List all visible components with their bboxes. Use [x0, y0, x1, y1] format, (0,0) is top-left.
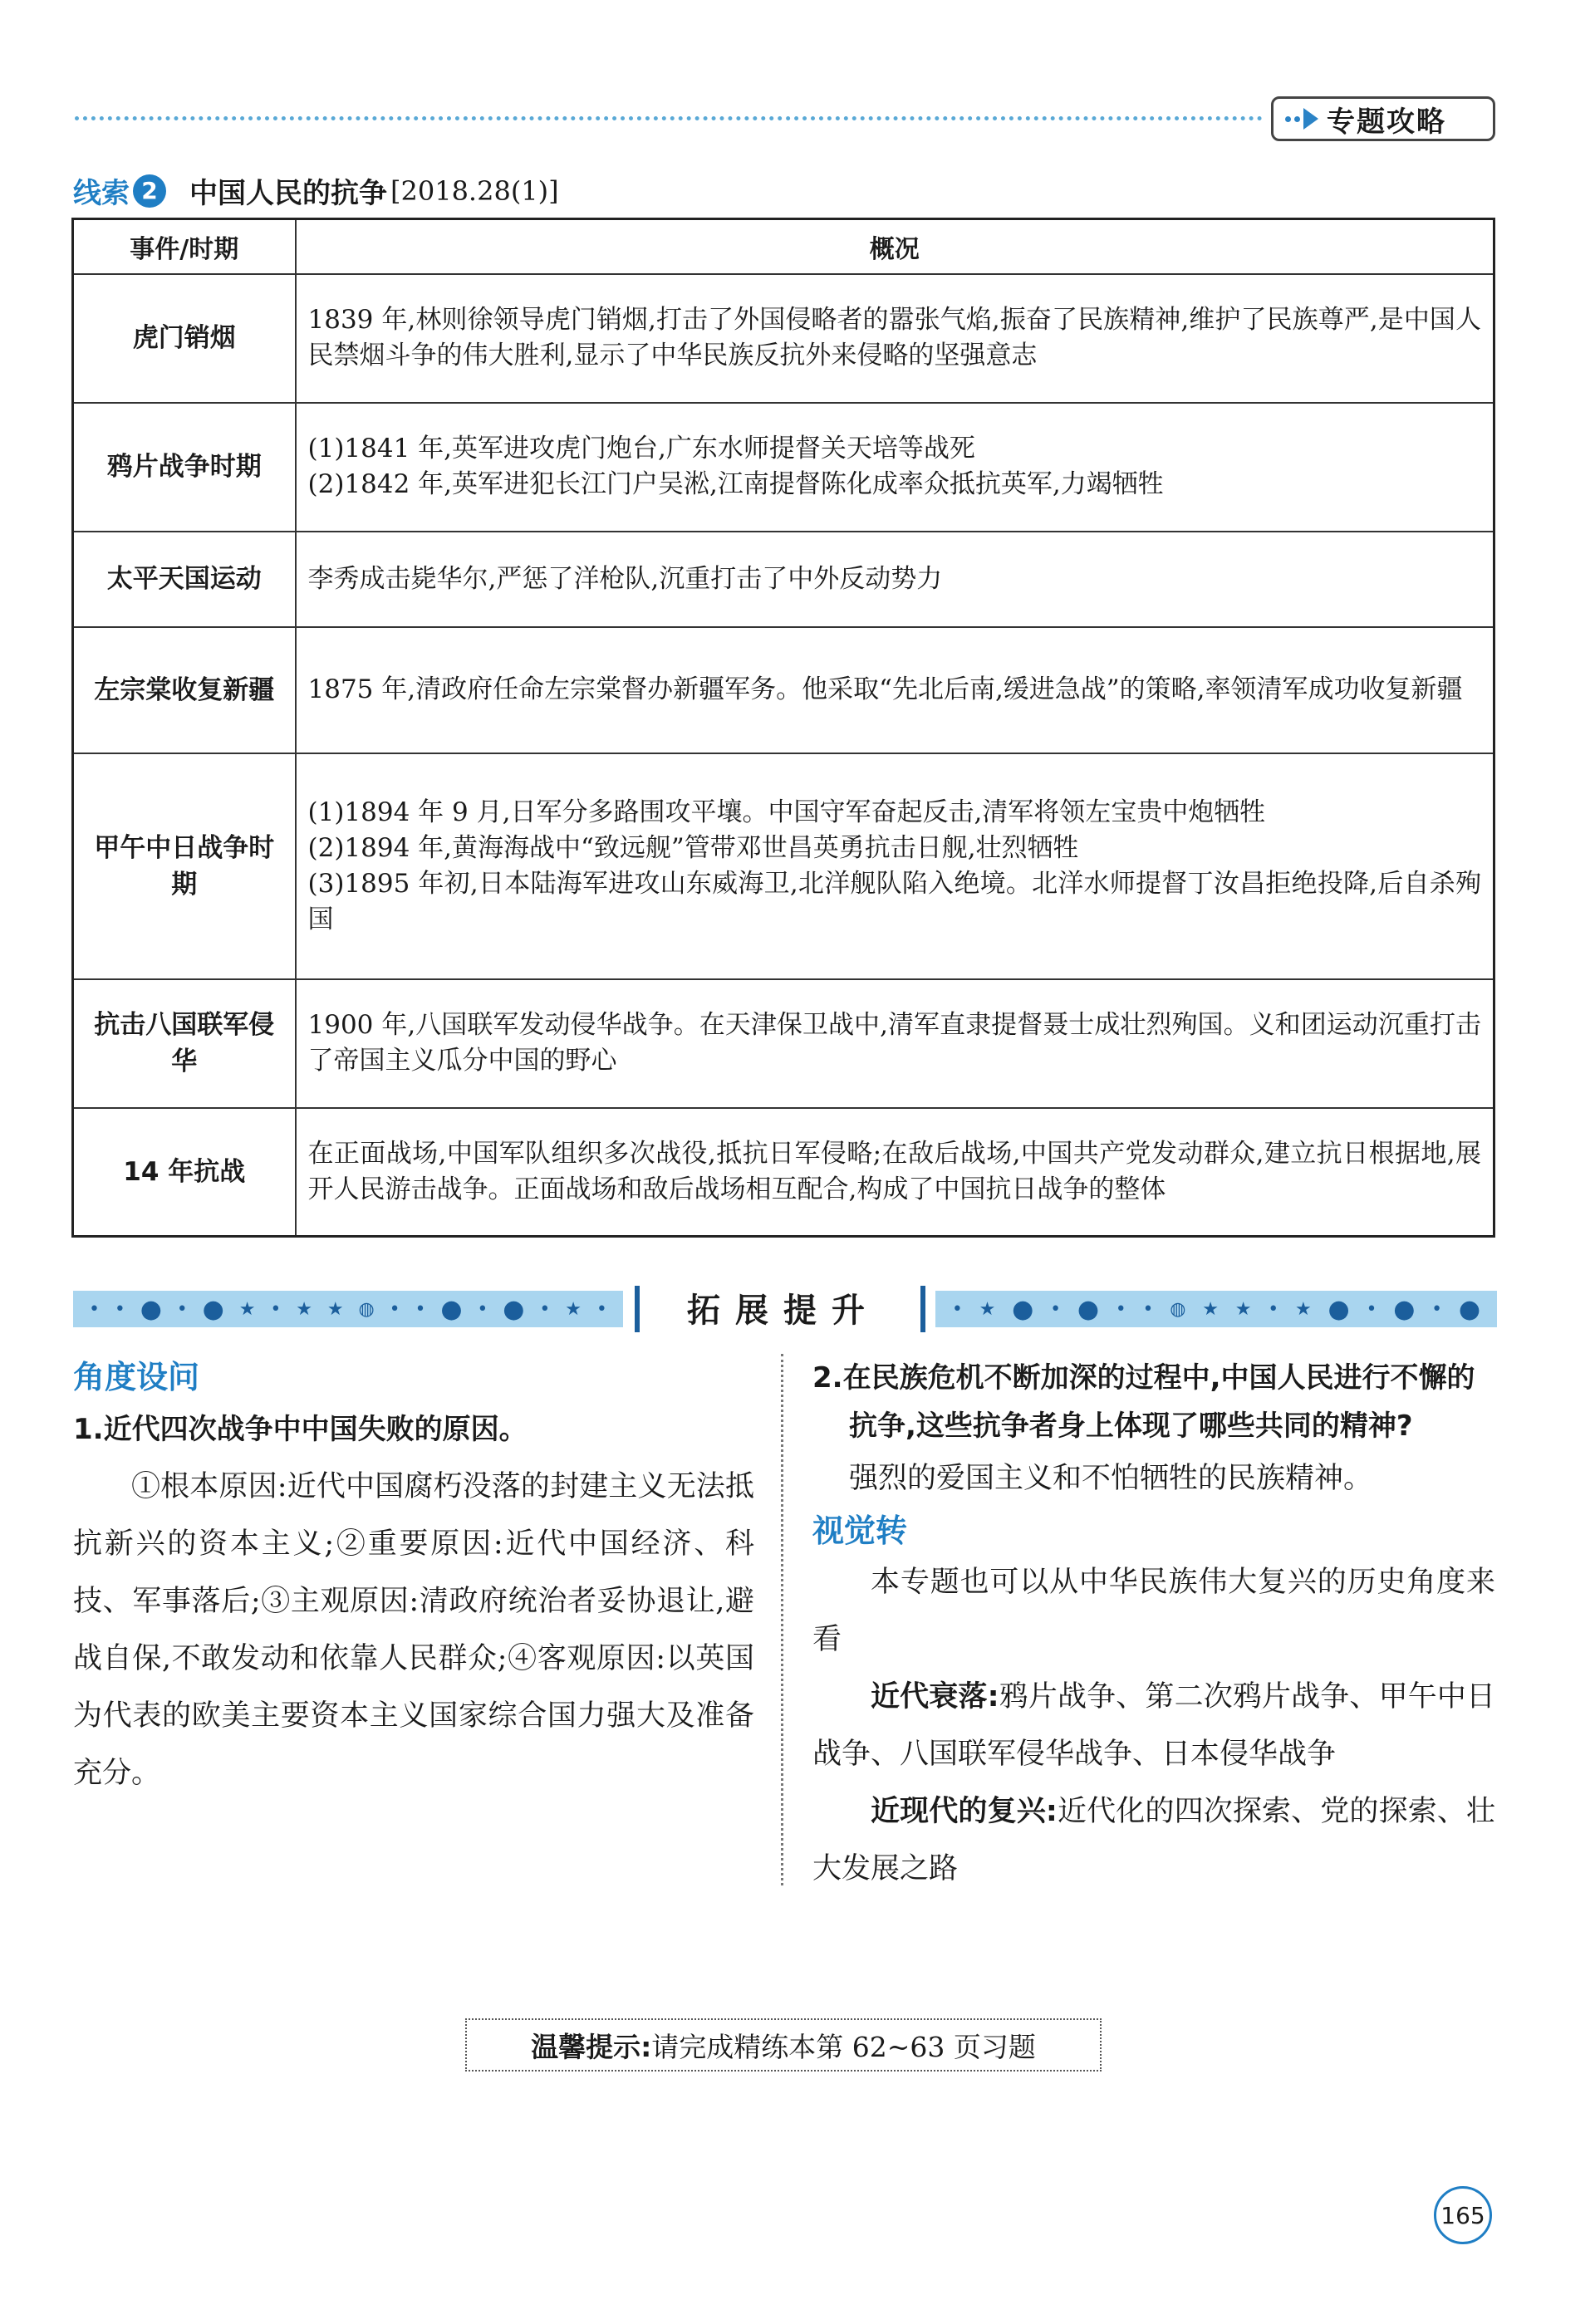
table-row — [73, 532, 1494, 627]
desc-cell — [296, 1108, 1494, 1237]
decline-label: 近代衰落: — [871, 1680, 999, 1714]
desc-line: 在正面战场,中国军队组织多次战役,抵抗日军侵略;在敌后战场,中国共产党发动群众,建立抗日根据地,展开人民游击战争。正面战场和敌后战场相互配合,构成了中国抗日战争的整体 — [307, 1138, 1481, 1204]
desc-line: (3)1895 年初,日本陆海军进攻山东威海卫,北洋舰队陷入绝境。北洋水师提督丁汝昌拒绝投降,后自杀殉国 — [307, 868, 1481, 934]
desc-line: 1875 年,清政府任命左宗棠督办新疆军务。他采取“先北后南,缓进急战”的策略,率领清军成功收复新疆 — [307, 674, 1463, 704]
header-dotted-rule — [75, 116, 1263, 120]
page-number: 165 — [1434, 2186, 1492, 2244]
visual-shift-heading: 视觉转 — [812, 1512, 908, 1549]
event-cell: 鸦片战争时期 — [73, 403, 296, 532]
globe-icon: ◍ — [358, 1298, 375, 1320]
clue-heading — [73, 170, 559, 211]
desc-line: (2)1842 年,英军进犯长江门户吴淞,江南提督陈化成率众抵抗英军,力竭牺牲 — [307, 469, 1164, 499]
revival-label: 近现代的复兴: — [871, 1795, 1058, 1828]
table-header-row — [73, 219, 1494, 274]
desc-cell — [296, 532, 1494, 627]
answer-2: 强烈的爱国主义和不怕牺牲的民族精神。 — [849, 1462, 1373, 1495]
angle-question-heading: 角度设问 — [73, 1358, 200, 1395]
perspective-intro: 本专题也可以从中华民族伟大复兴的历史角度来看 — [812, 1566, 1495, 1656]
clue-source: [2018.28(1)] — [390, 174, 559, 207]
desc-line: 1839 年,林则徐领导虎门销烟,打击了外国侵略者的嚣张气焰,振奋了民族精神,维护了民族尊严,是中国人民禁烟斗争的伟大胜利,显示了中华民族反抗外来侵略的坚强意志 — [307, 305, 1481, 370]
event-cell: 14 年抗战 — [73, 1108, 296, 1237]
globe-icon: ◍ — [1170, 1298, 1186, 1320]
question-1: 1.近代四次战争中中国失败的原因。 — [73, 1413, 528, 1446]
desc-cell — [296, 274, 1494, 403]
question-2: 2.在民族危机不断加深的过程中,中国人民进行不懈的抗争,这些抗争者身上体现了哪些共同的精神? — [812, 1361, 1475, 1443]
banner-bar-right — [920, 1286, 925, 1332]
right-column — [812, 1354, 1495, 1898]
section-tag — [1271, 96, 1495, 141]
section-tag-text: 专题攻略 — [1327, 105, 1446, 139]
event-cell: 左宗棠收复新疆 — [73, 627, 296, 753]
event-cell: 太平天国运动 — [73, 532, 296, 627]
desc-line: 1900 年,八国联军发动侵华战争。在天津保卫战中,清军直隶提督聂士成壮烈殉国。义和团运动沉重打击了帝国主义瓜分中国的野心 — [307, 1010, 1481, 1076]
left-column — [73, 1354, 754, 1802]
modern-decline — [812, 1669, 1495, 1783]
desc-line: (2)1894 年,黄海海战中“致远舰”管带邓世昌英勇抗击日舰,壮烈牺牲 — [307, 832, 1079, 863]
column-divider — [781, 1354, 783, 1885]
table-row — [73, 1108, 1494, 1237]
answer-1: ①根本原因:近代中国腐朽没落的封建主义无法抵抗新兴的资本主义;②重要原因:近代中国经济、科技、军事落后;③主观原因:清政府统治者妥协退让,避战自保,不敢发动和依靠人民群众;④客观原因:以英国为代表的欧美主要资本主义国家综合国力强大及准备充分。 — [73, 1470, 754, 1790]
tip-label: 温馨提示: — [531, 2030, 652, 2063]
event-cell: 甲午中日战争时期 — [73, 753, 296, 979]
banner-decoration-left: • • ● • ● ★ • ★ ★ ◍ • • ● • ● • ★ • — [73, 1291, 623, 1327]
revival-text: 近代化的四次探索、党的探索、壮大发展之路 — [812, 1795, 1495, 1885]
decline-text: 鸦片战争、第二次鸦片战争、甲午中日战争、八国联军侵华战争、日本侵华战争 — [812, 1680, 1495, 1771]
banner-title: 拓展提升 — [687, 1292, 880, 1330]
desc-cell — [296, 627, 1494, 753]
arrow-right-icon — [1285, 108, 1318, 130]
clue-number-badge: 2 — [133, 174, 166, 208]
table-header-desc: 概况 — [296, 219, 1494, 274]
clue-title: 中国人民的抗争 — [189, 177, 387, 210]
desc-cell — [296, 753, 1494, 979]
clue-label: 线索 — [73, 177, 130, 210]
banner-decoration-right: • ★ ● • ● • • ◍ ★ ★ • ★ ● • ● • ● — [935, 1291, 1497, 1327]
desc-cell — [296, 979, 1494, 1108]
table-row — [73, 274, 1494, 403]
reminder-tip — [465, 2018, 1102, 2071]
table-header-event: 事件/时期 — [73, 219, 296, 274]
expansion-banner — [73, 1279, 1497, 1336]
table-row — [73, 627, 1494, 753]
events-table — [71, 218, 1495, 1238]
desc-line: (1)1841 年,英军进攻虎门炮台,广东水师提督关天培等战死 — [307, 434, 975, 463]
desc-line: (1)1894 年 9 月,日军分多路围攻平壤。中国守军奋起反击,清军将领左宝贵中炮牺牲 — [307, 797, 1266, 827]
event-cell: 虎门销烟 — [73, 274, 296, 403]
modern-revival — [812, 1783, 1495, 1898]
table-row — [73, 979, 1494, 1108]
desc-cell — [296, 403, 1494, 532]
table-row — [73, 753, 1494, 979]
desc-line: 李秀成击毙华尔,严惩了洋枪队,沉重打击了中外反动势力 — [307, 563, 943, 594]
table-row — [73, 403, 1494, 532]
tip-text: 请完成精练本第 62~63 页习题 — [651, 2030, 1036, 2063]
banner-bar-left — [635, 1286, 640, 1332]
event-cell: 抗击八国联军侵华 — [73, 979, 296, 1108]
